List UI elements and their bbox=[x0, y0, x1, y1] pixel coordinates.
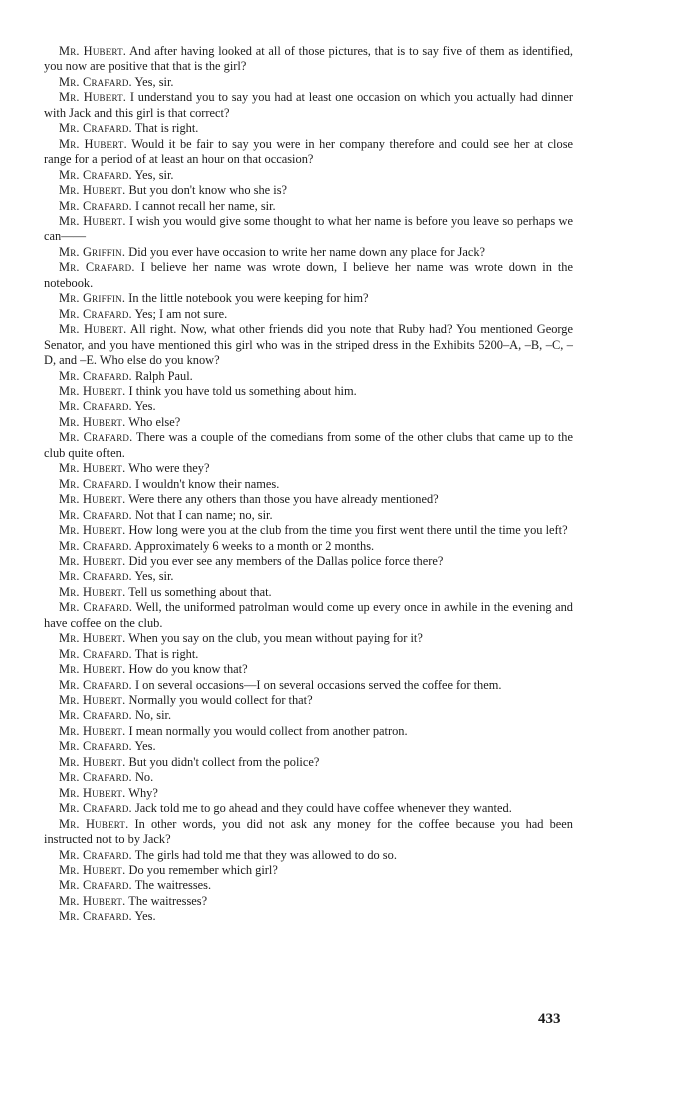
speaker-name: Mr. Crafard. bbox=[59, 677, 132, 692]
speaker-name: Mr. Crafard. bbox=[59, 878, 132, 893]
speaker-name: Mr. Hubert. bbox=[59, 693, 126, 708]
speaker-name: Mr. Crafard. bbox=[59, 538, 132, 553]
testimony-paragraph bbox=[44, 817, 573, 848]
speaker-name: Mr. Griffin. bbox=[59, 291, 126, 306]
utterance-text: The waitresses? bbox=[128, 893, 208, 908]
testimony-paragraph bbox=[44, 245, 573, 260]
testimony-paragraph bbox=[44, 724, 573, 739]
utterance-text: Were there any others than those you have already mentioned? bbox=[128, 492, 439, 507]
testimony-paragraph bbox=[44, 554, 573, 569]
speaker-name: Mr. Crafard. bbox=[59, 476, 132, 491]
speaker-name: Mr. Hubert. bbox=[59, 183, 126, 198]
testimony-paragraph bbox=[44, 909, 573, 924]
utterance-text: I believe her name was wrote down, I believe her name was wrote down in the notebook. bbox=[44, 260, 573, 290]
speaker-name: Mr. Crafard. bbox=[59, 708, 132, 723]
testimony-paragraph bbox=[44, 662, 573, 677]
speaker-name: Mr. Hubert. bbox=[59, 322, 127, 337]
testimony-paragraph bbox=[44, 199, 573, 214]
speaker-name: Mr. Crafard. bbox=[59, 600, 133, 615]
testimony-paragraph bbox=[44, 770, 573, 785]
utterance-text: That is right. bbox=[134, 121, 199, 136]
testimony-paragraph bbox=[44, 322, 573, 368]
speaker-name: Mr. Crafard. bbox=[59, 74, 132, 89]
utterance-text: When you say on the club, you mean without paying for it? bbox=[128, 631, 423, 646]
speaker-name: Mr. Crafard. bbox=[59, 306, 132, 321]
testimony-paragraph bbox=[44, 755, 573, 770]
testimony-paragraph bbox=[44, 678, 573, 693]
utterance-text: I cannot recall her name, sir. bbox=[134, 198, 276, 213]
utterance-text: I understand you to say you had at least one occasion on which you actually had dinner with Jack and this girl is that correct? bbox=[44, 90, 573, 120]
utterance-text: Well, the uniformed patrolman would come up every once in awhile in the evening and have coffee on the club. bbox=[44, 600, 573, 630]
speaker-name: Mr. Crafard. bbox=[59, 739, 132, 754]
testimony-paragraph bbox=[44, 600, 573, 631]
testimony-paragraph bbox=[44, 801, 573, 816]
testimony-paragraph bbox=[44, 863, 573, 878]
testimony-paragraph bbox=[44, 569, 573, 584]
utterance-text: Did you ever see any members of the Dallas police force there? bbox=[128, 553, 444, 568]
utterance-text: No, sir. bbox=[134, 708, 172, 723]
speaker-name: Mr. Hubert. bbox=[59, 584, 126, 599]
testimony-paragraph bbox=[44, 523, 573, 538]
utterance-text: Yes. bbox=[134, 399, 156, 414]
utterance-text: Do you remember which girl? bbox=[128, 863, 278, 878]
utterance-text: All right. Now, what other friends did you note that Ruby had? You mentioned George Senator, and you have mentioned this girl who was in the striped dress in the Exhibits 5200–A, –B, –C, –D, and –E. Who else do you know? bbox=[44, 322, 573, 368]
testimony-paragraph bbox=[44, 168, 573, 183]
testimony-paragraph bbox=[44, 461, 573, 476]
testimony-paragraph bbox=[44, 477, 573, 492]
utterance-text: Yes, sir. bbox=[134, 167, 174, 182]
speaker-name: Mr. Crafard. bbox=[59, 801, 132, 816]
speaker-name: Mr. Hubert. bbox=[59, 136, 127, 151]
utterance-text: In the little notebook you were keeping for him? bbox=[128, 291, 369, 306]
speaker-name: Mr. Hubert. bbox=[59, 44, 127, 58]
speaker-name: Mr. Crafard. bbox=[59, 847, 132, 862]
page-number: 433 bbox=[538, 1011, 561, 1027]
speaker-name: Mr. Hubert. bbox=[59, 414, 126, 429]
speaker-name: Mr. Hubert. bbox=[59, 754, 126, 769]
utterance-text: I wish you would give some thought to what her name is before you leave so perhaps we can—— bbox=[44, 213, 573, 244]
utterance-text: Jack told me to go ahead and they could have coffee whenever they wanted. bbox=[134, 801, 512, 816]
utterance-text: In other words, you did not ask any money for the coffee because you had been instructed not to by Jack? bbox=[44, 816, 573, 847]
speaker-name: Mr. Crafard. bbox=[59, 167, 132, 182]
testimony-paragraph bbox=[44, 214, 573, 245]
speaker-name: Mr. Hubert. bbox=[59, 785, 126, 800]
speaker-name: Mr. Hubert. bbox=[59, 662, 126, 677]
utterance-text: I on several occasions—I on several occasions served the coffee for them. bbox=[134, 677, 502, 692]
utterance-text: And after having looked at all of those pictures, that is to say five of them as identified, you now are positive that that is the girl? bbox=[44, 44, 573, 74]
testimony-paragraph bbox=[44, 291, 573, 306]
speaker-name: Mr. Hubert. bbox=[59, 553, 126, 568]
utterance-text: Yes, sir. bbox=[134, 74, 174, 89]
testimony-paragraph bbox=[44, 399, 573, 414]
testimony-paragraph bbox=[44, 878, 573, 893]
testimony-paragraph bbox=[44, 307, 573, 322]
testimony-paragraph bbox=[44, 894, 573, 909]
speaker-name: Mr. Hubert. bbox=[59, 523, 126, 538]
testimony-paragraph bbox=[44, 90, 573, 121]
speaker-name: Mr. Crafard. bbox=[59, 646, 132, 661]
testimony-paragraph bbox=[44, 75, 573, 90]
speaker-name: Mr. Griffin. bbox=[59, 244, 126, 259]
utterance-text: Would it be fair to say you were in her company therefore and could see her at close range for a period of at least an hour on that occasion? bbox=[44, 136, 574, 167]
speaker-name: Mr. Hubert. bbox=[59, 213, 126, 228]
testimony-paragraph bbox=[44, 631, 573, 646]
speaker-name: Mr. Crafard. bbox=[59, 569, 132, 584]
utterance-text: That is right. bbox=[134, 646, 199, 661]
utterance-text: Normally you would collect for that? bbox=[128, 693, 313, 708]
utterance-text: I think you have told us something about him. bbox=[128, 383, 357, 398]
speaker-name: Mr. Hubert. bbox=[59, 723, 126, 738]
speaker-name: Mr. Crafard. bbox=[59, 399, 132, 414]
utterance-text: Why? bbox=[128, 785, 158, 800]
speaker-name: Mr. Hubert. bbox=[59, 863, 126, 878]
utterance-text: Not that I can name; no, sir. bbox=[134, 507, 273, 522]
testimony-paragraph bbox=[44, 44, 573, 75]
testimony-paragraph bbox=[44, 260, 573, 291]
utterance-text: The waitresses. bbox=[134, 878, 212, 893]
speaker-name: Mr. Hubert. bbox=[59, 383, 126, 398]
utterance-text: Yes, sir. bbox=[134, 569, 174, 584]
testimony-transcript bbox=[44, 44, 573, 925]
testimony-paragraph bbox=[44, 708, 573, 723]
speaker-name: Mr. Crafard. bbox=[59, 368, 132, 383]
utterance-text: How do you know that? bbox=[128, 662, 248, 677]
testimony-paragraph bbox=[44, 508, 573, 523]
speaker-name: Mr. Crafard. bbox=[59, 909, 132, 924]
speaker-name: Mr. Hubert. bbox=[59, 90, 127, 105]
testimony-paragraph bbox=[44, 848, 573, 863]
utterance-text: Ralph Paul. bbox=[134, 368, 193, 383]
speaker-name: Mr. Crafard. bbox=[59, 121, 132, 136]
utterance-text: No. bbox=[134, 770, 154, 785]
speaker-name: Mr. Hubert. bbox=[59, 893, 126, 908]
speaker-name: Mr. Hubert. bbox=[59, 461, 126, 476]
speaker-name: Mr. Crafard. bbox=[59, 198, 132, 213]
utterance-text: But you didn't collect from the police? bbox=[128, 754, 320, 769]
utterance-text: I wouldn't know their names. bbox=[134, 476, 280, 491]
testimony-paragraph bbox=[44, 415, 573, 430]
testimony-paragraph bbox=[44, 384, 573, 399]
utterance-text: Yes. bbox=[134, 909, 156, 924]
utterance-text: Who else? bbox=[128, 414, 181, 429]
testimony-paragraph bbox=[44, 121, 573, 136]
utterance-text: Who were they? bbox=[128, 461, 210, 476]
testimony-paragraph bbox=[44, 647, 573, 662]
speaker-name: Mr. Hubert. bbox=[59, 816, 129, 831]
testimony-paragraph bbox=[44, 739, 573, 754]
utterance-text: I mean normally you would collect from another patron. bbox=[128, 723, 408, 738]
utterance-text: Yes; I am not sure. bbox=[134, 306, 228, 321]
utterance-text: Did you ever have occasion to write her name down any place for Jack? bbox=[128, 244, 486, 259]
testimony-paragraph bbox=[44, 137, 573, 168]
testimony-paragraph bbox=[44, 492, 573, 507]
speaker-name: Mr. Hubert. bbox=[59, 492, 126, 507]
utterance-text: Tell us something about that. bbox=[128, 584, 272, 599]
speaker-name: Mr. Crafard. bbox=[59, 770, 132, 785]
speaker-name: Mr. Hubert. bbox=[59, 631, 126, 646]
testimony-paragraph bbox=[44, 693, 573, 708]
utterance-text: Approximately 6 weeks to a month or 2 months. bbox=[134, 538, 375, 553]
testimony-paragraph bbox=[44, 430, 573, 461]
utterance-text: There was a couple of the comedians from some of the other clubs that came up to the club quite often. bbox=[44, 430, 573, 460]
speaker-name: Mr. Crafard. bbox=[59, 430, 133, 445]
utterance-text: The girls had told me that they was allowed to do so. bbox=[134, 847, 397, 862]
testimony-paragraph bbox=[44, 539, 573, 554]
testimony-paragraph bbox=[44, 183, 573, 198]
testimony-paragraph bbox=[44, 786, 573, 801]
speaker-name: Mr. Crafard. bbox=[59, 260, 135, 275]
utterance-text: How long were you at the club from the time you first went there until the time you left? bbox=[128, 523, 568, 538]
testimony-paragraph bbox=[44, 585, 573, 600]
testimony-paragraph bbox=[44, 369, 573, 384]
speaker-name: Mr. Crafard. bbox=[59, 507, 132, 522]
utterance-text: But you don't know who she is? bbox=[128, 183, 288, 198]
utterance-text: Yes. bbox=[134, 739, 156, 754]
